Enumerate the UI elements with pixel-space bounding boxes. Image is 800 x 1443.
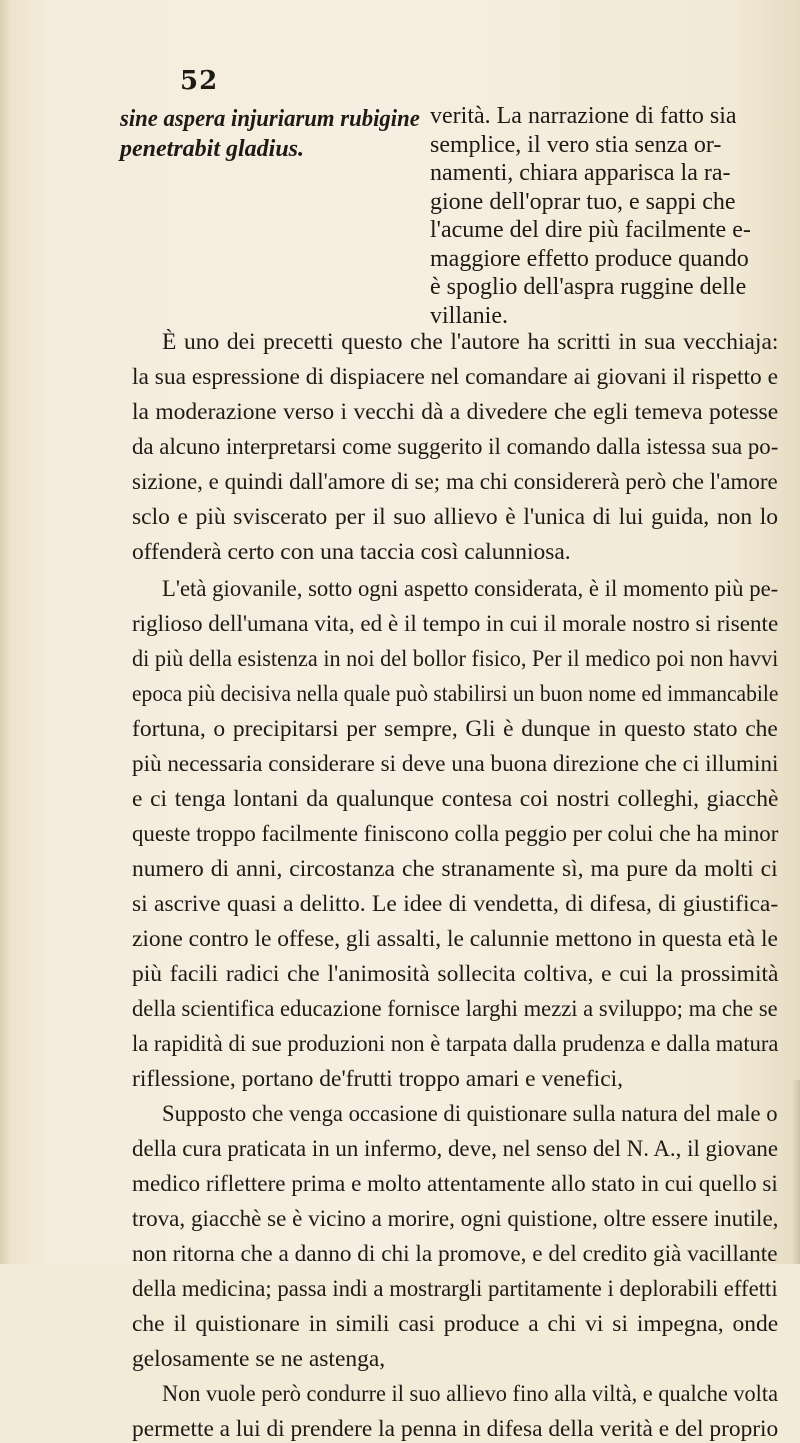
page-right-edge-shadow — [792, 1080, 800, 1264]
translation-line: semplice, il vero stia senza or- — [430, 131, 722, 158]
body-line: si ascrive quasi a delitto. Le idee di vendetta, di difesa, di giustifica- — [132, 891, 779, 917]
body-line: sizione, e quindi dall'amore di se; ma chi considererà però che l'amore — [132, 469, 778, 495]
body-line: gelosamente se ne astenga, — [132, 1346, 386, 1372]
body-line: sclo e più sviscerato per il suo allievo è l'unica di lui guida, non lo — [132, 504, 779, 530]
body-line: non ritorna che a danno di chi la promove, e del credito già vacillante — [132, 1241, 778, 1267]
translation-line: l'acume del dire più facilmente e- — [430, 217, 751, 243]
body-line: da alcuno interpretarsi come suggerito il comando dalla istessa sua po- — [132, 434, 779, 460]
body-line: offenderà certo con una taccia così calunniosa. — [132, 539, 571, 565]
body-line: L'età giovanile, sotto ogni aspetto considerata, è il momento più pe- — [162, 576, 779, 602]
latin-motto — [120, 104, 420, 164]
body-line: trova, giacchè se è vicino a morire, ogni quistione, oltre essere inutile, — [132, 1206, 779, 1232]
body-line: permette a lui di prendere la penna in difesa della verità e del proprio — [132, 1416, 779, 1442]
translation-line: gione dell'oprar tuo, e sappi che — [430, 188, 736, 215]
body-line: la moderazione verso i vecchi dà a divedere che egli temeva potesse — [132, 399, 779, 425]
motto-line: penetrabit gladius. — [120, 136, 305, 162]
body-line: epoca più decisiva nella quale può stabilirsi un buon nome ed immancabile — [132, 681, 779, 707]
body-line: zione contro le offese, gli assalti, le calunnie mettono in questa età le — [132, 926, 778, 952]
body-line: della medicina; passa indi a mostrargli partitamente i deplorabili effetti — [132, 1276, 778, 1302]
body-line: della cura praticata in un infermo, deve, nel senso del N. A., il giovane — [132, 1136, 779, 1162]
body-line: queste troppo facilmente finiscono colla peggio per colui che ha minor — [132, 821, 779, 847]
motto-line: sine aspera injuriarum rubigine — [120, 106, 420, 132]
body-line: della scientifica educazione fornisce larghi mezzi a sviluppo; ma che se — [132, 996, 778, 1022]
body-line: riflessione, portano de'frutti troppo amari e venefici, — [132, 1066, 624, 1092]
translation-line: villanie. — [430, 302, 508, 329]
body-line: numero di anni, circostanza che stranamente sì, ma pure da molti ci — [132, 856, 778, 882]
body-line: È uno dei precetti questo che l'autore ha scritti in sua vecchiaja: — [162, 329, 779, 355]
body-line: fortuna, o precipitarsi per sempre, Gli è dunque in questo stato che — [132, 716, 778, 742]
body-line: più necessaria considerare si deve una buona direzione che ci illumini — [132, 751, 779, 777]
page-left-edge-shadow — [0, 0, 10, 1264]
translation-line: namenti, chiara apparisca la ra- — [430, 160, 731, 186]
body-line: più facili radici che l'animosità sollecita coltiva, e cui la prossimità — [132, 961, 779, 987]
body-line: la rapidità di sue produzioni non è tarpata dalla prudenza e dalla matura — [132, 1031, 779, 1057]
translation-line: verità. La narrazione di fatto sia — [430, 103, 737, 129]
page-number: 52 — [180, 66, 219, 96]
body-line: riglioso dell'umana vita, ed è il tempo in cui il morale nostro si risente — [132, 611, 779, 637]
body-line: la sua espressione di dispiacere nel comandare ai giovani il rispetto e — [132, 364, 778, 390]
translation-block — [430, 102, 775, 330]
body-line: medico riflettere prima e molto attentamente allo stato in cui quello si — [132, 1171, 778, 1197]
translation-line: è spoglio dell'aspra ruggine delle — [430, 274, 747, 300]
body-line: e ci tenga lontani da qualunque contesa coi nostri colleghi, giacchè — [132, 786, 779, 812]
body-line: di più della esistenza in noi del bollor fisico, Per il medico poi non havvi — [132, 646, 779, 672]
body-line: Non vuole però condurre il suo allievo fino alla viltà, e qualche volta — [162, 1381, 779, 1407]
body-line: che il quistionare in simili casi produce a chi vi si impegna, onde — [132, 1311, 779, 1337]
translation-line: maggiore effetto produce quando — [430, 245, 749, 272]
body-line: Supposto che venga occasione di quistionare sulla natura del male o — [162, 1101, 778, 1127]
